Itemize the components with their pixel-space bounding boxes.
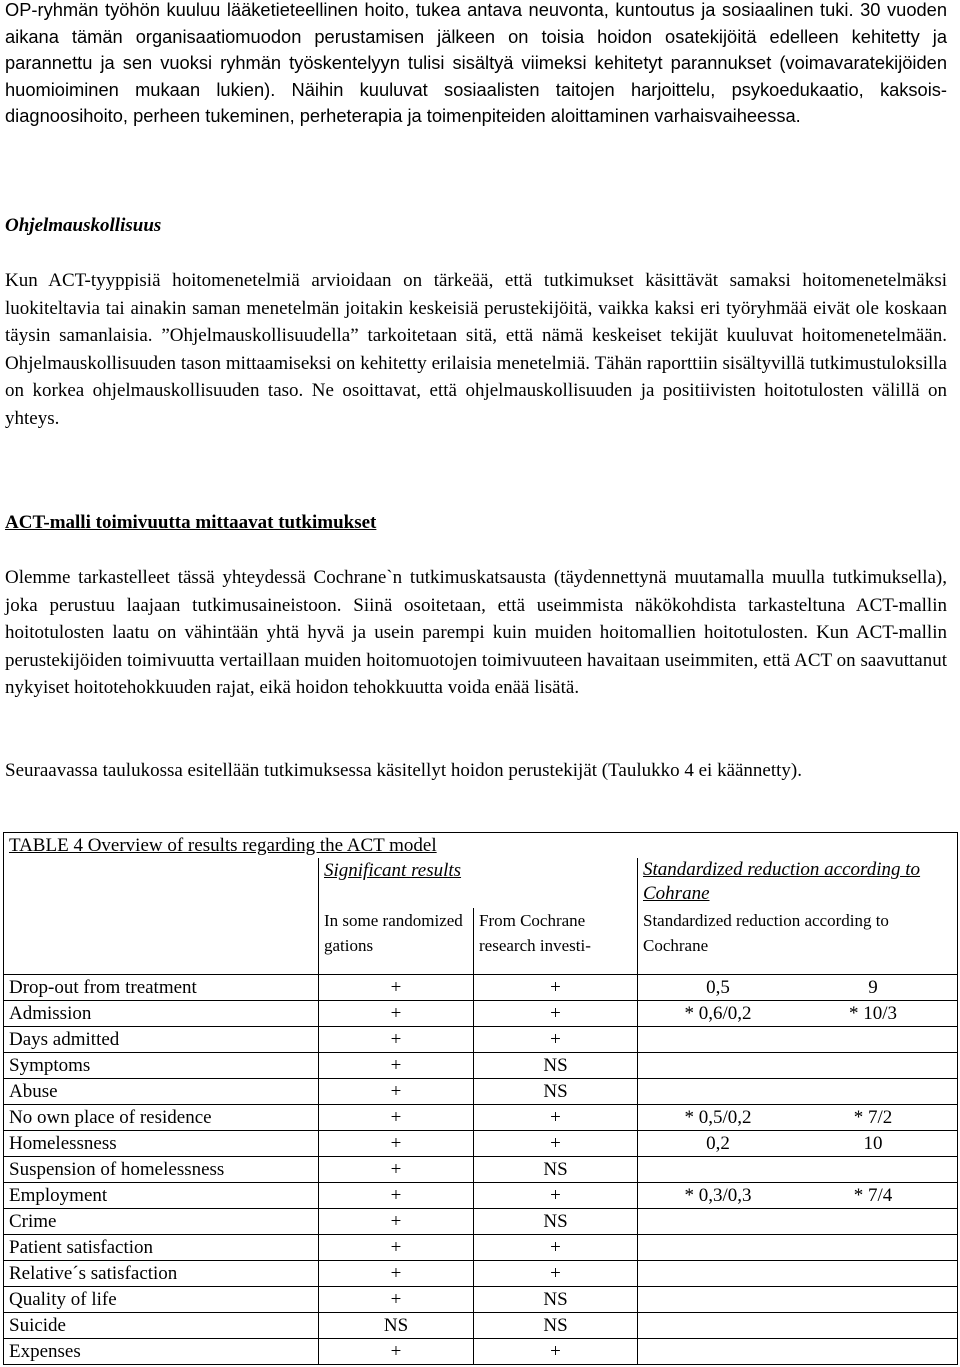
row-label: Relative´s satisfaction <box>4 1261 319 1287</box>
row-standardized-value <box>638 975 958 1001</box>
row-label: Quality of life <box>4 1287 319 1313</box>
table-title: TABLE 4 Overview of results regarding the ACT model <box>4 833 958 859</box>
row-number-needed: * 7/4 <box>853 1185 893 1206</box>
row-label: No own place of residence <box>4 1105 319 1131</box>
row-standardized-value <box>638 1157 958 1183</box>
table-row <box>4 1001 958 1027</box>
paragraph-table-intro: Seuraavassa taulukossa esitellään tutkimuksessa käsitellyt hoidon perustekijät (Taulukko 4 ei käännetty). <box>5 760 802 781</box>
row-randomized-value: + <box>319 1235 474 1261</box>
row-cochrane-value: + <box>474 1339 638 1365</box>
row-standardized-value <box>638 1261 958 1287</box>
row-standardized-value <box>638 1105 958 1131</box>
row-effect-size: * 0,3/0,3 <box>684 1185 752 1206</box>
row-cochrane-value: + <box>474 1131 638 1157</box>
row-standardized-value <box>638 1339 958 1365</box>
table-body <box>4 975 958 1365</box>
row-label: Patient satisfaction <box>4 1235 319 1261</box>
table-row <box>4 1313 958 1339</box>
row-label: Suspension of homelessness <box>4 1157 319 1183</box>
row-label: Days admitted <box>4 1027 319 1053</box>
row-randomized-value: + <box>319 1339 474 1365</box>
table-row <box>4 1287 958 1313</box>
row-standardized-value <box>638 1001 958 1027</box>
row-cochrane-value: NS <box>474 1079 638 1105</box>
row-standardized-value <box>638 1027 958 1053</box>
row-label: Homelessness <box>4 1131 319 1157</box>
row-randomized-value: + <box>319 1105 474 1131</box>
table-row <box>4 1339 958 1365</box>
row-randomized-value: + <box>319 1287 474 1313</box>
row-label: Symptoms <box>4 1053 319 1079</box>
paragraph-intro: OP-ryhmän työhön kuuluu lääketieteellinen hoito, tukea antava neuvonta, kuntoutus ja sosiaalinen tuki. 30 vuoden aikana tämän organisaatiomuodon perustamisen jälkeen on toisia hoidon osatekijöitä edelleen kehitetty ja parannettu ja sen vuoksi ryhmän työskentelyyn tulisi sisältyä viimeksi kehitetyt parannukset (voimavaratekijöiden huomioiminen mukaan lukien). Näihin kuuluvat sosiaalisten taitojen harjoittelu, psykoedukaatio, kaksois-diagnoosihoito, perheen tukeminen, perheterapia ja toimenpiteiden aloittaminen varhaisvaiheessa. <box>5 0 947 126</box>
row-standardized-value <box>638 1079 958 1105</box>
table-row <box>4 1079 958 1105</box>
row-effect-size: * 0,5/0,2 <box>684 1107 752 1128</box>
table-row <box>4 1209 958 1235</box>
table-header-row <box>4 858 958 908</box>
paragraph-program-fidelity: Kun ACT-tyyppisiä hoitomenetelmiä arvioidaan on tärkeää, että tutkimukset käsittävät samaksi hoitomenetelmäksi luokiteltavia tai ainakin saman menetelmän joitakin keskeisiä perustekijöitä, vaikka kaksi eri työryhmää eivät ole koskaan täysin samanlaisia. ”Ohjelmauskollisuudella” tarkoitetaan sitä, että nämä keskeiset tekijät kuuluvat hoitomenetelmään. Ohjelmauskollisuuden tason mittaamiseksi on kehitetty erilaisia menetelmiä. Tähän raporttiin sisältyvillä tutkimustuloksilla on korkea ohjelmauskollisuuden taso. Ne osoittavat, että ohjelmauskollisuuden ja positiivisten hoitotulosten välillä on yhteys. <box>5 270 947 429</box>
row-label: Employment <box>4 1183 319 1209</box>
table-row <box>4 1105 958 1131</box>
subheader-cochrane: From Cochrane research investi- <box>474 908 638 975</box>
row-standardized-value <box>638 1053 958 1079</box>
row-number-needed: * 7/2 <box>853 1107 893 1128</box>
row-randomized-value: + <box>319 975 474 1001</box>
row-randomized-value: + <box>319 1183 474 1209</box>
row-cochrane-value: + <box>474 1235 638 1261</box>
table-row <box>4 975 958 1001</box>
row-cochrane-value: NS <box>474 1313 638 1339</box>
row-label: Admission <box>4 1001 319 1027</box>
section-heading-program-fidelity: Ohjelmauskollisuus <box>5 215 162 236</box>
row-label: Drop-out from treatment <box>4 975 319 1001</box>
section-heading-act-studies: ACT-malli toimivuutta mittaavat tutkimukset <box>5 512 377 533</box>
row-randomized-value: NS <box>319 1313 474 1339</box>
row-randomized-value: + <box>319 1261 474 1287</box>
row-randomized-value: + <box>319 1209 474 1235</box>
row-cochrane-value: + <box>474 1027 638 1053</box>
row-standardized-value <box>638 1235 958 1261</box>
row-label: Expenses <box>4 1339 319 1365</box>
row-randomized-value: + <box>319 1053 474 1079</box>
row-standardized-value <box>638 1209 958 1235</box>
results-table <box>3 832 958 1365</box>
table-row <box>4 1131 958 1157</box>
row-effect-size: * 0,6/0,2 <box>684 1003 752 1024</box>
row-label: Abuse <box>4 1079 319 1105</box>
row-randomized-value: + <box>319 1157 474 1183</box>
row-number-needed: 9 <box>868 977 878 998</box>
row-cochrane-value: + <box>474 1183 638 1209</box>
row-effect-size: 0,5 <box>706 977 730 998</box>
row-cochrane-value: NS <box>474 1157 638 1183</box>
table-row <box>4 1183 958 1209</box>
row-cochrane-value: + <box>474 1261 638 1287</box>
significant-results-header: Significant results <box>319 858 638 908</box>
table-row <box>4 1261 958 1287</box>
row-cochrane-value: NS <box>474 1053 638 1079</box>
table-row <box>4 1053 958 1079</box>
row-standardized-value <box>638 1287 958 1313</box>
subheader-randomized: In some randomized gations <box>319 908 474 975</box>
row-cochrane-value: NS <box>474 1287 638 1313</box>
row-randomized-value: + <box>319 1079 474 1105</box>
row-cochrane-value: + <box>474 975 638 1001</box>
row-randomized-value: + <box>319 1027 474 1053</box>
row-number-needed: 10 <box>863 1133 883 1154</box>
table-title-row <box>4 833 958 859</box>
row-standardized-value <box>638 1131 958 1157</box>
row-randomized-value: + <box>319 1001 474 1027</box>
row-label: Suicide <box>4 1313 319 1339</box>
subheader-standardized: Standardized reduction according to Cochrane <box>638 908 958 975</box>
row-effect-size: 0,2 <box>706 1133 730 1154</box>
row-label: Crime <box>4 1209 319 1235</box>
row-number-needed: * 10/3 <box>848 1003 898 1024</box>
table-row <box>4 1157 958 1183</box>
row-standardized-value <box>638 1313 958 1339</box>
standardized-reduction-header: Standardized reduction according to Cohrane <box>638 858 958 908</box>
paragraph-act-studies: Olemme tarkastelleet tässä yhteydessä Cochrane`n tutkimuskatsausta (täydennettynä muutamalla muulla tutkimuksella), joka perustuu laajaan tutkimusaineistoon. Siinä osoitetaan, että useimmista näkökohdista tarkasteltuna ACT-mallin hoitotulosten laatu on vähintään yhtä hyvä ja usein parempi kuin muiden hoitomallien hoitotulosten. Kun ACT-mallin perustekijöiden toimivuutta vertaillaan muiden hoitomuotojen toimivuuteen havaitaan useimmiten, että ACT on saavuttanut nykyiset hoitotehokkuuden rajat, eikä hoidon tehokkuutta voida enää lisätä. <box>5 567 947 698</box>
row-standardized-value <box>638 1183 958 1209</box>
table-row <box>4 1027 958 1053</box>
row-cochrane-value: NS <box>474 1209 638 1235</box>
table-row <box>4 1235 958 1261</box>
row-randomized-value: + <box>319 1131 474 1157</box>
row-cochrane-value: + <box>474 1001 638 1027</box>
row-cochrane-value: + <box>474 1105 638 1131</box>
